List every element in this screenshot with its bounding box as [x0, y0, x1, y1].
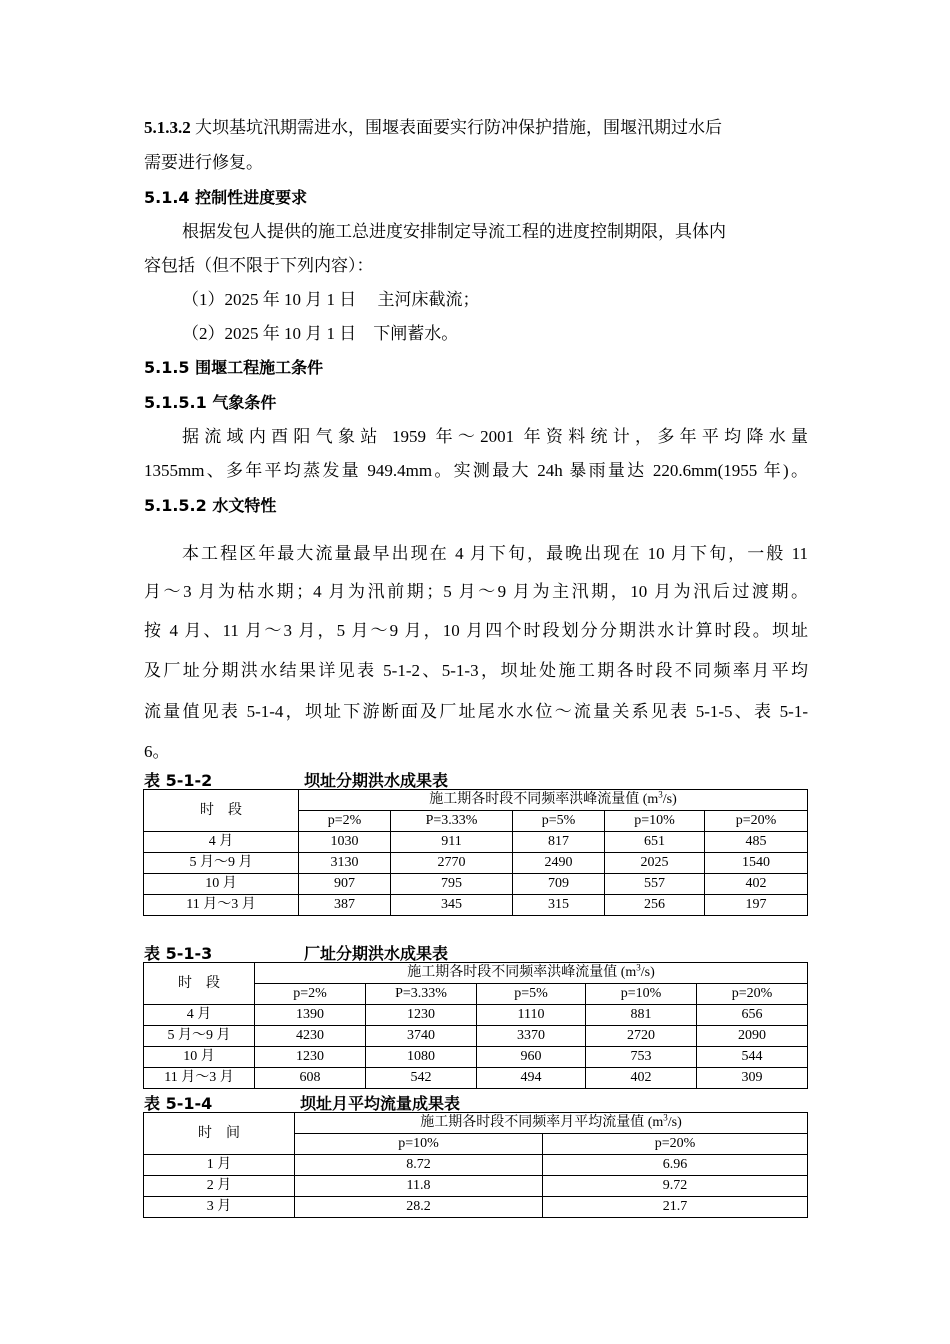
value-cell: 709: [513, 874, 605, 895]
value-cell: 542: [366, 1068, 477, 1089]
paragraph-hydrology-line-2: 月～3 月为枯水期；4 月为汛前期；5 月～9 月为主汛期，10 月为汛后过渡期。: [144, 582, 808, 601]
table-title: 厂址分期洪水成果表: [304, 944, 449, 963]
row-period-cell: 5 月～9 月: [144, 1026, 255, 1047]
paragraph-climate-line-2: 1355mm、多年平均蒸发量 949.4mm。实测最大 24h 暴雨量达 220.6mm(1955 年)。: [144, 461, 808, 480]
table-number: 表 5-1-4: [144, 1094, 213, 1113]
table-row: [144, 1026, 808, 1047]
column-header: p=5%: [477, 984, 586, 1005]
row-period-cell: 11 月～3 月: [144, 895, 299, 916]
value-cell: 4230: [255, 1026, 366, 1047]
table-row: [144, 1047, 808, 1068]
value-cell: 402: [705, 874, 808, 895]
row-period-cell: 3 月: [144, 1197, 295, 1218]
row-period-cell: 5 月～9 月: [144, 853, 299, 874]
value-cell: 197: [705, 895, 808, 916]
table-row: [144, 1197, 808, 1218]
row-period-cell: 4 月: [144, 1005, 255, 1026]
table-5-1-3: [143, 962, 808, 1089]
value-cell: 402: [586, 1068, 697, 1089]
value-cell: 1110: [477, 1005, 586, 1026]
paragraph-schedule-line-2: 容包括（但不限于下列内容）：: [144, 256, 374, 275]
row-period-cell: 4 月: [144, 832, 299, 853]
value-cell: 656: [697, 1005, 808, 1026]
value-cell: 3370: [477, 1026, 586, 1047]
column-header: p=20%: [543, 1134, 808, 1155]
table-row: [144, 1005, 808, 1026]
value-cell: 2090: [697, 1026, 808, 1047]
value-cell: 1030: [299, 832, 391, 853]
value-cell: 557: [605, 874, 705, 895]
column-header: p=20%: [697, 984, 808, 1005]
schedule-item-1: （1）2025 年 10 月 1 日 主河床截流；: [182, 290, 480, 309]
table-row: [144, 895, 808, 916]
paragraph-5-1-3-2-line-2: 需要进行修复。: [144, 153, 263, 172]
value-cell: 494: [477, 1068, 586, 1089]
value-cell: 8.72: [295, 1155, 543, 1176]
column-header: p=10%: [586, 984, 697, 1005]
value-cell: 1230: [366, 1005, 477, 1026]
table-row: [144, 1155, 808, 1176]
value-cell: 2720: [586, 1026, 697, 1047]
paragraph-hydrology-line-3: 按 4 月、11 月～3 月，5 月～9 月，10 月四个时段划分分期洪水计算时段。坝址: [144, 621, 808, 640]
paragraph-climate-line-1: 据流域内酉阳气象站 1959 年～2001 年资料统计，多年平均降水量: [182, 427, 808, 446]
table-title: 坝址分期洪水成果表: [304, 771, 449, 790]
value-cell: 2025: [605, 853, 705, 874]
value-cell: 387: [299, 895, 391, 916]
value-cell: 1390: [255, 1005, 366, 1026]
paragraph-5-1-3-2-line-1: [144, 116, 808, 140]
value-cell: 28.2: [295, 1197, 543, 1218]
paragraph-schedule-line-1: 根据发包人提供的施工总进度安排制定导流工程的进度控制期限，具体内: [182, 222, 726, 241]
value-cell: 3740: [366, 1026, 477, 1047]
table-number: 表 5-1-3: [144, 944, 213, 963]
table-5-1-4: [143, 1112, 808, 1218]
table-row: [144, 832, 808, 853]
section-number: 5.1.3.2: [144, 118, 191, 137]
group-header: 施工期各时段不同频率洪峰流量值 $(m^3/s)$: [299, 790, 808, 811]
period-header: 时 段: [144, 790, 299, 832]
value-cell: 960: [477, 1047, 586, 1068]
value-cell: 256: [605, 895, 705, 916]
value-cell: 544: [697, 1047, 808, 1068]
paragraph-hydrology-line-1: 本工程区年最大流量最早出现在 4 月下旬，最晚出现在 10 月下旬，一般 11: [182, 544, 808, 563]
value-cell: 315: [513, 895, 605, 916]
table-row: [144, 1068, 808, 1089]
column-header: p=2%: [299, 811, 391, 832]
value-cell: 651: [605, 832, 705, 853]
table-row: [144, 874, 808, 895]
value-cell: 1230: [255, 1047, 366, 1068]
value-cell: 3130: [299, 853, 391, 874]
paragraph-hydrology-line-4: 及厂址分期洪水结果详见表 5-1-2、5-1-3，坝址处施工期各时段不同频率月平均: [144, 661, 808, 680]
paragraph-hydrology-line-5: 流量值见表 5-1-4，坝址下游断面及厂址尾水水位～流量关系见表 5-1-5、表 5-1-: [144, 702, 808, 721]
value-cell: 2490: [513, 853, 605, 874]
row-period-cell: 11 月～3 月: [144, 1068, 255, 1089]
schedule-item-2: （2）2025 年 10 月 1 日 下闸蓄水。: [182, 324, 459, 343]
row-period-cell: 1 月: [144, 1155, 295, 1176]
value-cell: 1080: [366, 1047, 477, 1068]
table-title: 坝址月平均流量成果表: [300, 1094, 461, 1113]
value-cell: 753: [586, 1047, 697, 1068]
group-header: 施工期各时段不同频率月平均流量值 $(m^3/s)$: [295, 1113, 808, 1134]
value-cell: 1540: [705, 853, 808, 874]
column-header: P=3.33%: [391, 811, 513, 832]
column-header: p=10%: [295, 1134, 543, 1155]
value-cell: 11.8: [295, 1176, 543, 1197]
heading-5-1-5: 5.1.5 围堰工程施工条件: [144, 358, 324, 377]
heading-5-1-5-1: 5.1.5.1 气象条件: [144, 393, 277, 412]
column-header: p=10%: [605, 811, 705, 832]
value-cell: 907: [299, 874, 391, 895]
heading-5-1-5-2: 5.1.5.2 水文特性: [144, 496, 277, 515]
value-cell: 485: [705, 832, 808, 853]
column-header: P=3.33%: [366, 984, 477, 1005]
table-5-1-2: [143, 789, 808, 916]
table-row: [144, 1176, 808, 1197]
value-cell: 608: [255, 1068, 366, 1089]
paragraph-hydrology-line-6: 6。: [144, 742, 170, 761]
paragraph-text: 大坝基坑汛期需进水，围堰表面要实行防冲保护措施，围堰汛期过水后: [190, 118, 722, 137]
period-header: 时 段: [144, 963, 255, 1005]
value-cell: 9.72: [543, 1176, 808, 1197]
value-cell: 345: [391, 895, 513, 916]
value-cell: 795: [391, 874, 513, 895]
group-header: 施工期各时段不同频率洪峰流量值 $(m^3/s)$: [255, 963, 808, 984]
value-cell: 309: [697, 1068, 808, 1089]
value-cell: 21.7: [543, 1197, 808, 1218]
table-row: [144, 853, 808, 874]
value-cell: 911: [391, 832, 513, 853]
table-number: 表 5-1-2: [144, 771, 213, 790]
period-header: 时 间: [144, 1113, 295, 1155]
value-cell: 2770: [391, 853, 513, 874]
column-header: p=20%: [705, 811, 808, 832]
column-header: p=2%: [255, 984, 366, 1005]
value-cell: 817: [513, 832, 605, 853]
heading-5-1-4: 5.1.4 控制性进度要求: [144, 188, 308, 207]
value-cell: 881: [586, 1005, 697, 1026]
row-period-cell: 10 月: [144, 1047, 255, 1068]
row-period-cell: 2 月: [144, 1176, 295, 1197]
value-cell: 6.96: [543, 1155, 808, 1176]
row-period-cell: 10 月: [144, 874, 299, 895]
column-header: p=5%: [513, 811, 605, 832]
